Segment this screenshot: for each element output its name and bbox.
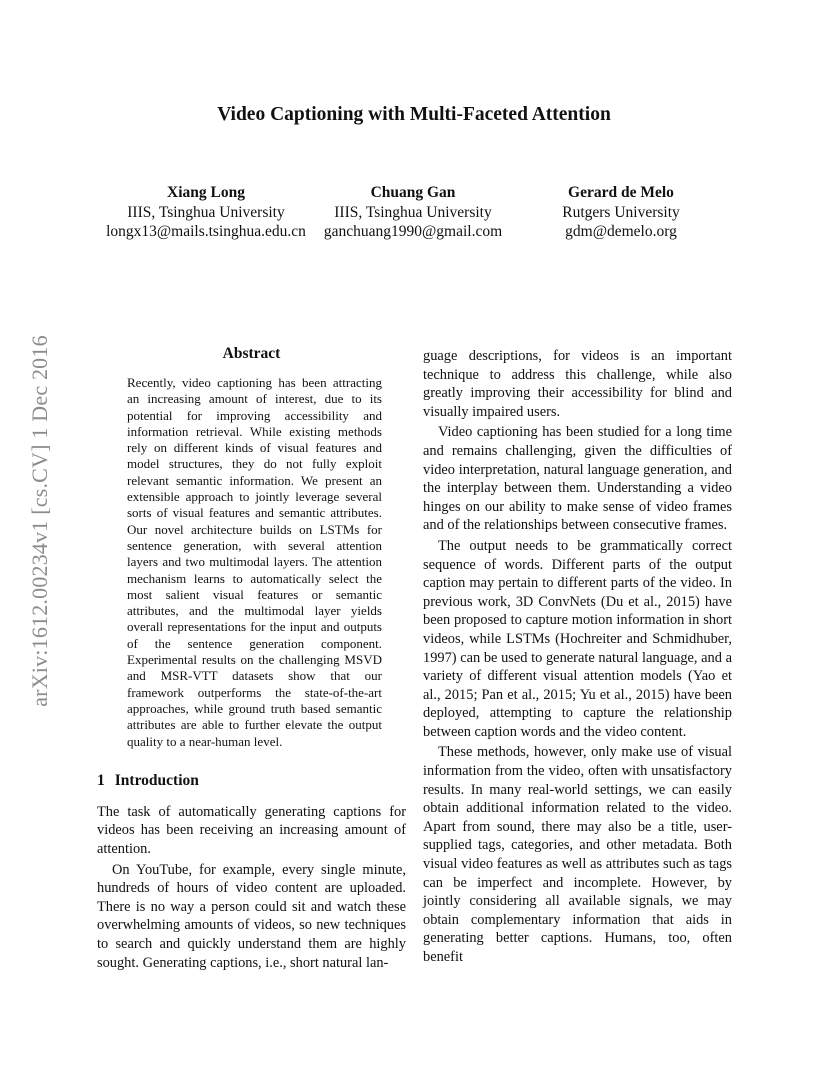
section-title: Introduction xyxy=(114,771,199,789)
section-heading-introduction xyxy=(97,772,406,790)
abstract-heading: Abstract xyxy=(222,345,281,362)
paragraph: The output needs to be grammatically correct sequence of words. Different parts of the output caption may pertain to different parts of the video. In previous work, 3D ConvNets (Du et al., 2015) have been proposed to capture motion information in short videos, while LSTMs (Hochreiter and Schmidhuber, 1997) can be used to generate natural language, and a variety of different visual attention models (Yao et al., 2015; Pan et al., 2015; Yu et al., 2015) have been deployed, attempting to capture the relationship between caption words and the video content. xyxy=(423,537,732,740)
paragraph: These methods, however, only make use of visual information from the video, often with unsatisfactory results. In many real-world settings, we can easily obtain additional information related to the video. Apart from sound, there may also be a title, user-supplied tags, categories, and other metadata. Both visual video features as well as attributes such as tags can be imperfect and incomplete. However, by jointly considering all available signals, we may obtain complementary information that aids in generating better captions. Humans, too, often benefit xyxy=(423,744,732,965)
paragraph: guage descriptions, for videos is an important technique to address this challenge, while also greatly improving their accessibility for blind and visually impaired users. xyxy=(423,348,732,420)
author-3 xyxy=(540,183,702,242)
paragraph: The task of automatically generating captions for videos has been receiving an increasing amount of attention. xyxy=(97,803,406,858)
author-affiliation: IIIS, Tsinghua University xyxy=(127,203,285,221)
paper-title: Video Captioning with Multi-Faceted Attention xyxy=(217,104,611,125)
author-affiliation: Rutgers University xyxy=(562,203,680,221)
right-column xyxy=(423,347,732,967)
author-affiliation: IIIS, Tsinghua University xyxy=(334,203,492,221)
paragraph: Video captioning has been studied for a long time and remains challenging, given the difficulties of video interpretation, natural language generation, and the interplay between them. Understanding a video hinges on our ability to make sense of video frames and of the relationships between consecutive frames. xyxy=(423,424,732,534)
paragraph: On YouTube, for example, every single minute, hundreds of hours of video content are uploaded. There is no way a person could sit and watch these overwhelming amounts of videos, so new techniques to search and quickly understand them are highly sought. Generating captions, i.e., short natural lan- xyxy=(97,861,406,971)
author-2 xyxy=(318,183,508,242)
arxiv-sidebar xyxy=(28,291,52,751)
author-name: Chuang Gan xyxy=(370,184,456,201)
author-name: Gerard de Melo xyxy=(568,184,674,201)
section-number: 1 xyxy=(97,771,105,789)
author-1 xyxy=(95,183,317,242)
author-email: gdm@demelo.org xyxy=(565,223,677,240)
author-email: ganchuang1990@gmail.com xyxy=(323,223,503,240)
abstract-text: Recently, video captioning has been attracting an increasing amount of interest, due to its potential for improving accessibility and information retrieval. While existing methods rely on different kinds of visual features and model structures, they do not fully exploit relevant semantic information. We present an extensible approach to jointly leverage several sorts of visual features and semantic attributes. Our novel architecture builds on LSTMs for sentence generation, with several attention layers and two multimodal layers. The attention mechanism learns to automatically select the most salient visual features or semantic attributes, and the multimodal layer yields overall representations for the input and outputs of the sentence generation component. Experimental results on the challenging MSVD and MSR-VTT datasets show that our framework outperforms the state-of-the-art approaches, while ground truth based semantic attributes are able to further elevate the output quality to a near-human level. xyxy=(127,375,382,749)
arxiv-identifier: arXiv:1612.00234v1 [cs.CV] 1 Dec 2016 xyxy=(27,335,52,707)
author-email: longx13@mails.tsinghua.edu.cn xyxy=(106,223,306,240)
author-name: Xiang Long xyxy=(167,184,245,201)
left-column xyxy=(97,345,406,972)
